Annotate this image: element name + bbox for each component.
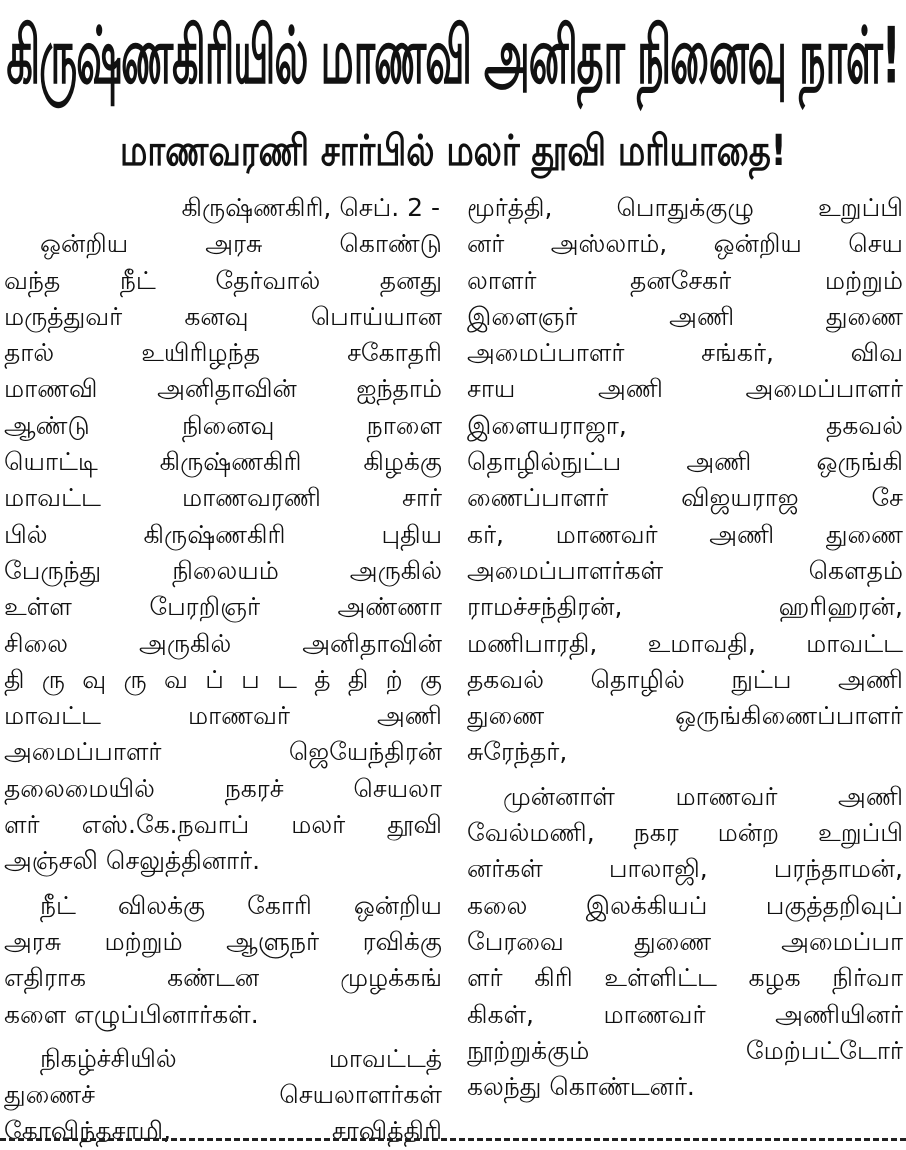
- body-line: மாவட்ட மாணவர் அணி: [4, 701, 442, 731]
- body-line: இளையராஜா, தகவல்: [467, 410, 903, 440]
- body-line: கலை இலக்கியப் பகுத்தறிவுப்: [467, 890, 903, 920]
- body-line: யொட்டி கிருஷ்ணகிரி கிழக்கு: [4, 447, 442, 477]
- body-line: துணை ஒருங்கிணைப்பாளர்: [467, 701, 903, 731]
- body-line: ளர் எஸ்.கே.நவாப் மலர் தூவி: [4, 810, 442, 840]
- body-line: முன்னாள் மாணவர் அணி: [503, 781, 903, 811]
- headline: கிருஷ்ணகிரியில் மாணவி அனிதா நினைவு நாள்!: [6, 10, 900, 102]
- body-line: ஆண்டு நினைவு நாளை: [4, 410, 442, 440]
- body-line: துணைச் செயலாளர்கள்: [4, 1080, 442, 1110]
- body-line: ஒன்றிய அரசு கொண்டு: [40, 229, 442, 259]
- body-line: மாவட்ட மாணவரணி சார்: [4, 483, 442, 513]
- dateline: கிருஷ்ணகிரி, செப். 2 -: [181, 193, 440, 222]
- left-column: [4, 190, 442, 1150]
- body-line: நீட் விலக்கு கோரி ஒன்றிய: [40, 890, 442, 920]
- body-line: மருத்துவர் கனவு பொய்யான: [4, 301, 442, 331]
- body-line: அரசு மற்றும் ஆளுநர் ரவிக்கு: [4, 926, 442, 956]
- body-line: ளர் கிரி உள்ளிட்ட கழக நிர்வா: [467, 963, 903, 993]
- body-line: தலைமையில் நகரச் செயலா: [4, 773, 442, 803]
- subheadline: மாணவரணி சார்பில் மலர் தூவி மரியாதை!: [120, 126, 787, 177]
- body-line: மாணவி அனிதாவின் ஐந்தாம்: [4, 374, 442, 404]
- body-line: பில் கிருஷ்ணகிரி புதிய: [4, 519, 442, 549]
- body-line: தொழில்நுட்ப அணி ஒருங்கி: [467, 447, 903, 477]
- dashed-divider: [0, 1138, 906, 1141]
- body-line: இளைஞர் அணி துணை: [467, 301, 903, 331]
- body-line: லாளர் தனசேகர் மற்றும்: [467, 265, 903, 295]
- body-line: அமைப்பாளர் ஜெயேந்திரன்: [4, 737, 442, 767]
- body-line: அமைப்பாளர்கள் கௌதம்: [467, 555, 903, 585]
- body-line: னர்கள் பாலாஜி, பரந்தாமன்,: [467, 854, 903, 884]
- body-line: நிகழ்ச்சியில் மாவட்டத்: [40, 1043, 442, 1073]
- body-line: அஞ்சலி செலுத்தினார்.: [4, 846, 261, 876]
- body-line: கர், மாணவர் அணி துணை: [467, 519, 903, 549]
- body-line: ராமச்சந்திரன், ஹரிஹரன்,: [467, 592, 903, 622]
- body-line: ணைப்பாளர் விஜயராஜ சே: [467, 483, 903, 513]
- body-line: தகவல் தொழில் நுட்ப அணி: [467, 664, 903, 694]
- body-line: மூர்த்தி, பொதுக்குழு உறுப்பி: [467, 193, 903, 222]
- body-line: கிகள், மாணவர் அணியினர்: [467, 999, 903, 1029]
- body-line: உள்ள பேரறிஞர் அண்ணா: [4, 592, 442, 622]
- body-line: வேல்மணி, நகர மன்ற உறுப்பி: [467, 818, 903, 848]
- body-line: கலந்து கொண்டனர்.: [467, 1072, 695, 1102]
- body-line: சாய அணி அமைப்பாளர்: [467, 374, 903, 404]
- body-line: மணிபாரதி, உமாவதி, மாவட்ட: [467, 628, 903, 658]
- body-line: வந்த நீட் தேர்வால் தனது: [4, 265, 442, 295]
- body-line: தால் உயிரிழந்த சகோதரி: [4, 338, 442, 368]
- body-line: களை எழுப்பினார்கள்.: [4, 999, 259, 1029]
- body-line: பேருந்து நிலையம் அருகில்: [4, 555, 442, 585]
- body-line: தி ரு வு ரு வ ப் ப ட த் தி ற் கு: [4, 664, 442, 694]
- body-line: சிலை அருகில் அனிதாவின்: [4, 628, 442, 658]
- body-line: நூற்றுக்கும் மேற்பட்டோர்: [467, 1035, 903, 1065]
- right-column: [467, 190, 903, 1105]
- body-line: பேரவை துணை அமைப்பா: [467, 926, 903, 956]
- body-line: சுரேந்தர்,: [467, 737, 568, 767]
- body-line: கோவிந்தசாமி, சாவித்திரி: [4, 1116, 442, 1146]
- body-line: எதிராக கண்டன முழக்கங்: [4, 963, 442, 993]
- body-line: அமைப்பாளர் சங்கர், விவ: [467, 338, 903, 368]
- body-line: னர் அஸ்லாம், ஒன்றிய செய: [467, 229, 903, 259]
